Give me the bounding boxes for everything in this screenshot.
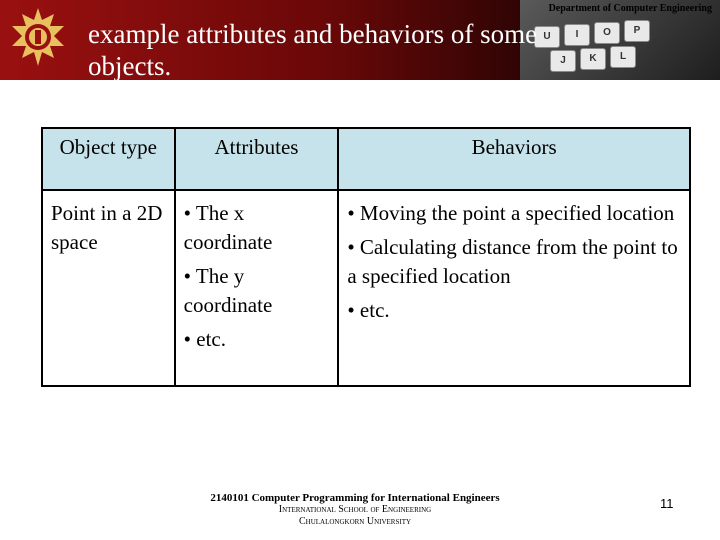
- keyboard-key: U: [534, 26, 560, 48]
- header-banner: [0, 0, 720, 80]
- header-attributes: Attributes: [175, 128, 339, 190]
- footer: [170, 492, 540, 528]
- keyboard-key: J: [550, 50, 576, 72]
- object-table: [41, 127, 691, 387]
- behavior-item: • etc.: [347, 298, 390, 322]
- header-behaviors: Behaviors: [338, 128, 690, 190]
- university-name: Chulalongkorn University: [298, 516, 412, 527]
- table-row: [42, 190, 690, 386]
- keyboard-key: O: [594, 22, 620, 44]
- university-emblem-icon: [8, 6, 68, 68]
- cell-object-type: Point in a 2D space: [42, 190, 175, 386]
- keyboard-key: L: [610, 46, 636, 68]
- keyboard-key: K: [580, 48, 606, 70]
- attribute-item: • The x coordinate: [183, 201, 273, 254]
- course-name: 2140101 Computer Programming for International Engineers: [210, 492, 500, 504]
- keyboard-key: I: [564, 24, 590, 46]
- table-header-row: [42, 128, 690, 190]
- school-name: International School of Engineering: [278, 504, 432, 515]
- behavior-item: • Moving the point a specified location: [347, 201, 675, 225]
- slide-title: example attributes and behaviors of some objects.: [88, 19, 538, 80]
- attribute-item: • The y coordinate: [183, 264, 273, 317]
- attribute-item: • etc.: [183, 327, 226, 351]
- department-label: Department of Computer Engineering: [548, 3, 712, 14]
- page-number: 11: [660, 496, 674, 511]
- cell-attributes: [175, 190, 339, 386]
- header-object-type: Object type: [42, 128, 175, 190]
- cell-behaviors: [338, 190, 690, 386]
- keyboard-key: P: [624, 20, 650, 42]
- behavior-item: • Calculating distance from the point to a specified location: [347, 235, 678, 288]
